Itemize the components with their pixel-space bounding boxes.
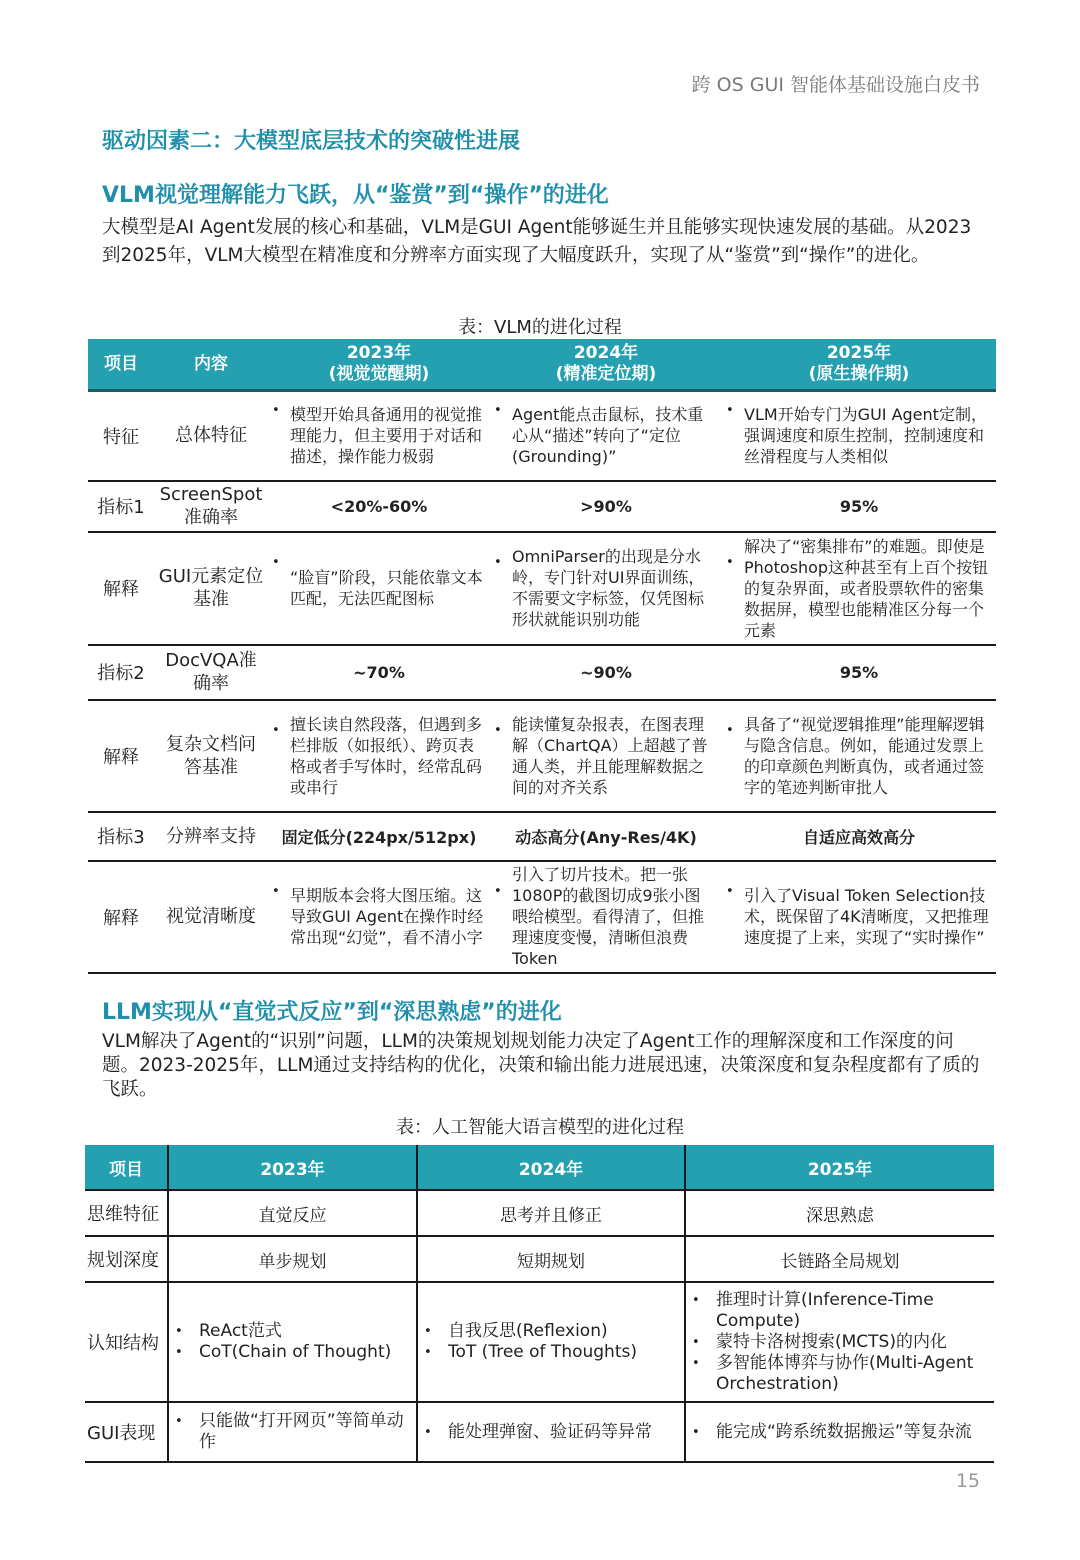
- llm-heading: LLM实现从“直觉式反应”到“深思熟虑”的进化: [102, 1000, 562, 1025]
- table-row: [88, 645, 996, 700]
- bullet-list: [173, 1321, 412, 1363]
- row-content: ScreenSpot准确率: [154, 481, 268, 532]
- cell-2024: 动态高分(Any-Res/4K): [490, 812, 722, 861]
- cell-2023: • “脸盲”阶段，只能依靠文本匹配，无法匹配图标: [268, 532, 490, 645]
- header-2023: 2023年 (视觉觉醒期): [268, 339, 490, 391]
- table-row: [88, 481, 996, 532]
- table-row: [88, 812, 996, 861]
- list-item: • CoT(Chain of Thought): [199, 1342, 412, 1363]
- table-row: [85, 1402, 994, 1462]
- cell-2023: 固定低分(224px/512px): [268, 812, 490, 861]
- row-label: 规划深度: [85, 1236, 168, 1282]
- bullet-list: [690, 1290, 990, 1395]
- vlm-heading: VLM视觉理解能力飞跃，从“鉴赏”到“操作”的进化: [102, 183, 609, 208]
- table-row: [85, 1236, 994, 1282]
- cell-2023: • 模型开始具备通用的视觉推理能力，但主要用于对话和描述，操作能力极弱: [268, 391, 490, 481]
- llm-evolution-table: [85, 1145, 994, 1463]
- table-header-row: [85, 1145, 994, 1190]
- cell-2025: 95%: [722, 645, 996, 700]
- cell-2025: 95%: [722, 481, 996, 532]
- list-item: • 自我反思(Reflexion): [448, 1321, 680, 1342]
- table-header-row: [88, 339, 996, 391]
- cell-2023: 直觉反应: [168, 1190, 417, 1236]
- header-2024: 2024年 (精准定位期): [490, 339, 722, 391]
- vlm-paragraph: 大模型是AI Agent发展的核心和基础，VLM是GUI Agent能够诞生并且能够实现快速发展的基础。从2023到2025年，VLM大模型在精准度和分辨率方面实现了大幅度跃升，实现了从“鉴赏”到“操作”的进化。: [102, 217, 972, 266]
- header-item: 项目: [85, 1145, 168, 1190]
- row-item: 解释: [88, 532, 154, 645]
- cell-2023: ~70%: [268, 645, 490, 700]
- cell-2024: • Agent能点击鼠标，技术重心从“描述”转向了“定位(Grounding)”: [490, 391, 722, 481]
- list-item: • 推理时计算(Inference-Time Compute): [716, 1290, 990, 1332]
- header-2025: 2025年 (原生操作期): [722, 339, 996, 391]
- row-item: 指标1: [88, 481, 154, 532]
- row-item: 指标3: [88, 812, 154, 861]
- cell-2025: • 引入了Visual Token Selection技术，既保留了4K清晰度，又把推理速度提了上来，实现了“实时操作”: [722, 861, 996, 973]
- running-header: 跨 OS GUI 智能体基础设施白皮书: [691, 74, 980, 96]
- row-item: 特征: [88, 391, 154, 481]
- row-label: GUI表现: [85, 1402, 168, 1462]
- list-item: • 蒙特卡洛树搜索(MCTS)的内化: [716, 1332, 990, 1353]
- cell-2023: [168, 1402, 417, 1462]
- cell-2024: • OmniParser的出现是分水岭，专门针对UI界面训练，不需要文字标签，仅凭图标形状就能识别功能: [490, 532, 722, 645]
- header-content: 内容: [154, 339, 268, 391]
- llm-paragraph: VLM解决了Agent的“识别”问题，LLM的决策规划规划能力决定了Agent工作的理解深度和工作深度的问题。2023-2025年，LLM通过支持结构的优化，决策和输出能力进展迅速，决策深度和复杂程度都有了质的飞跃。: [102, 1031, 980, 1100]
- row-content: GUI元素定位基准: [154, 532, 268, 645]
- table-row: [88, 861, 996, 973]
- row-label: 思维特征: [85, 1190, 168, 1236]
- row-item: 解释: [88, 700, 154, 812]
- row-content: 总体特征: [154, 391, 268, 481]
- cell-2025: 长链路全局规划: [685, 1236, 994, 1282]
- table-row: [88, 700, 996, 812]
- table-row: [88, 391, 996, 481]
- cell-2024: >90%: [490, 481, 722, 532]
- cell-2025: • 解决了“密集排布”的难题。即使是Photoshop这种甚至有上百个按钮的复杂界面，或者股票软件的密集数据屏，模型也能精准区分每一个元素: [722, 532, 996, 645]
- row-content: 视觉清晰度: [154, 861, 268, 973]
- cell-2023: 单步规划: [168, 1236, 417, 1282]
- cell-2025: • VLM开始专门为GUI Agent定制，强调速度和原生控制，控制速度和丝滑程度与人类相似: [722, 391, 996, 481]
- row-content: 分辨率支持: [154, 812, 268, 861]
- bullet-list: [173, 1411, 412, 1453]
- list-item: • 能处理弹窗、验证码等异常: [448, 1422, 680, 1443]
- cell-2025: 自适应高效高分: [722, 812, 996, 861]
- llm-table-caption: 表：人工智能大语言模型的进化过程: [396, 1117, 684, 1138]
- list-item: • 只能做“打开网页”等简单动作: [199, 1411, 412, 1453]
- list-item: • ToT (Tree of Thoughts): [448, 1342, 680, 1363]
- vlm-table-caption: 表：VLM的进化过程: [458, 317, 622, 338]
- row-label: 认知结构: [85, 1282, 168, 1402]
- page-number: 15: [955, 1470, 980, 1492]
- cell-2025: 深思熟虑: [685, 1190, 994, 1236]
- cell-2024: [417, 1282, 685, 1402]
- cell-2024: • 引入了切片技术。把一张1080P的截图切成9张小图喂给模型。看得清了，但推理速度变慢，清晰但浪费Token: [490, 861, 722, 973]
- header-2023: 2023年: [168, 1145, 417, 1190]
- bullet-list: [422, 1422, 680, 1443]
- header-2024: 2024年: [417, 1145, 685, 1190]
- row-item: 解释: [88, 861, 154, 973]
- vlm-evolution-table: [88, 339, 996, 974]
- cell-2024: 短期规划: [417, 1236, 685, 1282]
- row-content: DocVQA准确率: [154, 645, 268, 700]
- row-content: 复杂文档问答基准: [154, 700, 268, 812]
- header-item: 项目: [88, 339, 154, 391]
- table-row: [88, 532, 996, 645]
- cell-2023: • 擅长读自然段落，但遇到多栏排版（如报纸）、跨页表格或者手写体时，经常乱码或串行: [268, 700, 490, 812]
- cell-2023: <20%-60%: [268, 481, 490, 532]
- cell-2023: [168, 1282, 417, 1402]
- header-2025: 2025年: [685, 1145, 994, 1190]
- cell-2025: [685, 1402, 994, 1462]
- cell-2024: 思考并且修正: [417, 1190, 685, 1236]
- table-row: [85, 1282, 994, 1402]
- cell-2024: ~90%: [490, 645, 722, 700]
- cell-2024: [417, 1402, 685, 1462]
- cell-2024: • 能读懂复杂报表，在图表理解（ChartQA）上超越了普通人类，并且能理解数据之间的对齐关系: [490, 700, 722, 812]
- list-item: • 能完成“跨系统数据搬运”等复杂流: [716, 1422, 990, 1443]
- row-item: 指标2: [88, 645, 154, 700]
- list-item: • 多智能体博弈与协作(Multi-Agent Orchestration): [716, 1353, 990, 1395]
- bullet-list: [690, 1422, 990, 1443]
- section-title: 驱动因素二：大模型底层技术的突破性进展: [102, 129, 521, 154]
- bullet-list: [422, 1321, 680, 1363]
- cell-2025: • 具备了“视觉逻辑推理”能理解逻辑与隐含信息。例如，能通过发票上的印章颜色判断真伪，或者通过签字的笔迹判断审批人: [722, 700, 996, 812]
- cell-2023: • 早期版本会将大图压缩。这导致GUI Agent在操作时经常出现“幻觉”，看不清小字: [268, 861, 490, 973]
- table-row: [85, 1190, 994, 1236]
- list-item: • ReAct范式: [199, 1321, 412, 1342]
- cell-2025: [685, 1282, 994, 1402]
